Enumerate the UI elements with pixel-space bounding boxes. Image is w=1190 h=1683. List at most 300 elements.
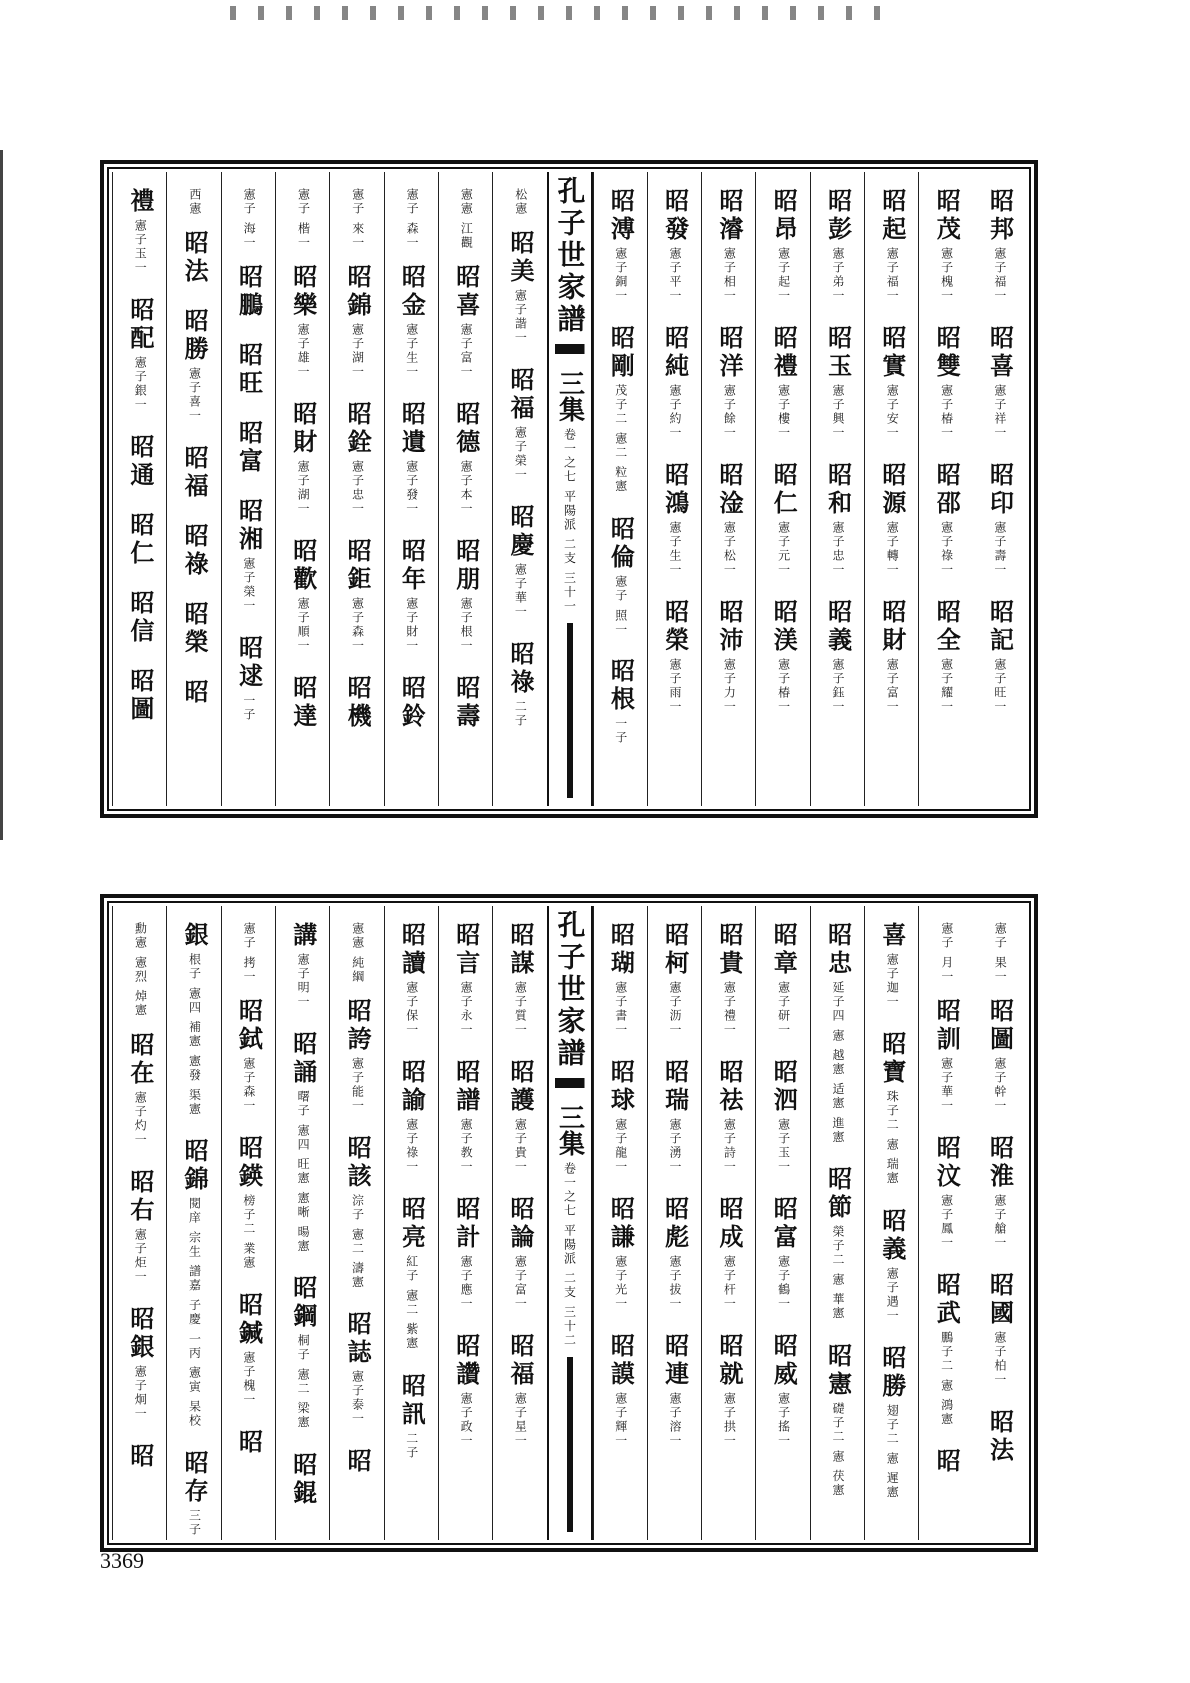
genealogy-entry: [716, 1333, 742, 1448]
genealogy-entry: [234, 419, 264, 476]
genealogy-entry: [932, 325, 962, 440]
genealogy-column-left-7: [112, 906, 166, 1540]
column-note: 憲子 果一: [993, 922, 1008, 984]
person-name: 昭美: [506, 230, 536, 286]
person-name: 昭泗: [769, 1059, 799, 1115]
person-name: 昭源: [877, 462, 907, 518]
genealogy-entry: [180, 1138, 210, 1429]
person-name: 昭言: [451, 922, 481, 978]
genealogy-entry: [343, 997, 373, 1113]
relation-note: 憲子福一: [992, 247, 1007, 303]
section-label: 卷一之七 平陽派 二支 三十二: [562, 1162, 577, 1348]
section-label: 卷一之七 平陽派 二支 三十一: [562, 428, 577, 614]
person-name: 昭逑: [234, 634, 264, 691]
person-name: 昭就: [714, 1333, 744, 1389]
relation-note: 憲子忠一: [830, 521, 845, 577]
person-name: 昭存: [180, 1450, 210, 1507]
column-note: 西憲: [187, 188, 202, 216]
person-name: 昭鋼: [288, 1275, 318, 1332]
genealogy-entry: [288, 1451, 318, 1508]
person-name: 昭仁: [769, 462, 799, 518]
person-name: 昭瑞: [660, 1059, 690, 1115]
relation-note: 憲子湖一: [296, 459, 311, 516]
relation-note: 憲子湖一: [350, 322, 365, 379]
genealogy-column-right-3: [810, 906, 864, 1540]
genealogy-entry: [234, 1428, 264, 1457]
genealogy-entry: [606, 658, 636, 746]
genealogy-entry: [397, 537, 427, 653]
person-name: 昭誌: [343, 1311, 373, 1368]
page-number: 3369: [100, 1548, 144, 1573]
relation-note: 憲子發一: [404, 459, 419, 516]
genealogy-entry: [125, 590, 155, 646]
person-name: 昭配: [125, 297, 155, 353]
genealogy-entry: [879, 1208, 905, 1323]
genealogy-entry: [769, 1059, 799, 1174]
columns-top: [112, 172, 1026, 806]
person-name: 昭成: [714, 1196, 744, 1252]
relation-note: 憲子榮一: [241, 556, 256, 613]
person-name: 昭銀: [125, 1305, 155, 1362]
relation-note: 一子: [613, 717, 628, 746]
person-name: 昭汶: [932, 1134, 962, 1191]
relation-note: 憲子教一: [459, 1118, 474, 1174]
genealogy-entry: [823, 462, 853, 577]
person-name: 昭貴: [714, 922, 744, 978]
relation-note: 憲子雨一: [668, 658, 683, 714]
relation-note: 憲子諧一: [513, 289, 528, 345]
relation-note: 憲子銅一: [613, 247, 628, 303]
book-title: 孔子世家譜: [553, 910, 587, 1070]
relation-note: 憲子華一: [939, 1056, 954, 1113]
genealogy-entry: [606, 188, 636, 303]
relation-note: 憲子元一: [776, 521, 791, 577]
genealogy-entry: [180, 523, 210, 579]
genealogy-entry: [451, 922, 481, 1037]
genealogy-entry: [660, 1196, 690, 1311]
genealogy-column-left-5: [221, 906, 275, 1540]
genealogy-column-right-7: [593, 172, 647, 806]
relation-note: 憲子應一: [459, 1255, 474, 1311]
genealogy-entry: [823, 1342, 853, 1498]
person-name: 昭勝: [180, 308, 210, 364]
person-name: 昭財: [877, 599, 907, 655]
genealogy-entry: [606, 922, 636, 1037]
relation-note: 淙子 憲二 濤憲: [350, 1193, 365, 1290]
person-name: 昭鍈: [234, 1134, 264, 1191]
person-name: 昭起: [877, 188, 907, 244]
genealogy-entry: [343, 537, 373, 653]
genealogy-entry: [985, 599, 1015, 714]
relation-note: 憲子喜一: [187, 367, 202, 423]
person-name: 昭喜: [451, 263, 481, 320]
relation-note: 憲子艙一: [992, 1193, 1007, 1250]
person-name: 昭鍼: [234, 1291, 264, 1348]
relation-note: 憲子政一: [459, 1392, 474, 1448]
relation-note: 憲子槐一: [939, 247, 954, 303]
relation-note: 憲子研一: [776, 981, 791, 1037]
genealogy-entry: [397, 263, 427, 379]
person-name: 昭球: [606, 1059, 636, 1115]
genealogy-entry: [451, 263, 481, 379]
relation-note: 憲子餘一: [722, 384, 737, 440]
genealogy-entry: [606, 1196, 636, 1311]
person-name: 昭節: [823, 1166, 853, 1223]
person-name: 昭通: [125, 434, 155, 490]
genealogy-column-left-6: [166, 172, 220, 806]
person-name: 昭讀: [397, 922, 427, 978]
person-name: 昭淮: [985, 1134, 1015, 1191]
person-name: 昭彭: [823, 188, 853, 244]
person-name: 昭該: [343, 1134, 373, 1191]
relation-note: 榜子二 業憲: [241, 1193, 256, 1270]
relation-note: 憲子 照一: [613, 574, 628, 637]
relation-note: 憲子保一: [404, 981, 419, 1037]
genealogy-column-right-5: [701, 172, 755, 806]
relation-note: 礎子二 憲 茯憲: [830, 1401, 845, 1498]
genealogy-entry: [234, 263, 264, 320]
genealogy-entry: [343, 674, 373, 731]
relation-note: 憲子玉一: [776, 1118, 791, 1174]
relation-note: 憲子生一: [668, 521, 683, 577]
genealogy-entry: [769, 922, 799, 1037]
relation-note: 憲子貴一: [513, 1118, 528, 1174]
genealogy-entry: [932, 188, 962, 303]
relation-note: 紅子 憲二 紫憲: [404, 1255, 419, 1351]
genealogy-entry: [506, 1333, 536, 1448]
genealogy-entry: [506, 1196, 536, 1311]
relation-note: 茂子二 憲二 粒憲: [613, 384, 628, 494]
genealogy-entry: [716, 462, 742, 577]
relation-note: 憲子富一: [459, 322, 474, 379]
person-name: 喜: [877, 922, 907, 950]
relation-note: 憲子約一: [668, 384, 683, 440]
genealogy-column-right-4: [755, 172, 809, 806]
person-name: 昭溥: [606, 188, 636, 244]
genealogy-entry: [506, 504, 536, 619]
genealogy-entry: [985, 188, 1015, 303]
relation-note: 憲子泰一: [350, 1370, 365, 1427]
genealogy-entry: [125, 1305, 155, 1421]
relation-note: 珠子二 憲 瑞憲: [885, 1090, 900, 1186]
relation-note: 憲子椿一: [939, 384, 954, 440]
genealogy-column-right-0: [973, 172, 1026, 806]
genealogy-entry: [125, 512, 155, 568]
genealogy-entry: [125, 668, 155, 724]
relation-note: 憲子柏一: [992, 1330, 1007, 1387]
person-name: 昭讚: [451, 1333, 481, 1389]
person-name: 昭圖: [985, 997, 1015, 1054]
person-name: 昭福: [506, 1333, 536, 1389]
relation-note: 憲子能一: [350, 1056, 365, 1113]
relation-note: 憲子榮一: [513, 426, 528, 482]
relation-note: 延子四 憲 越憲 适憲 進憲: [830, 981, 845, 1145]
person-name: 昭鴻: [660, 462, 690, 518]
genealogy-panel-top: [100, 160, 1038, 818]
person-name: 昭福: [506, 367, 536, 423]
genealogy-entry: [985, 462, 1015, 577]
relation-note: 憲子光一: [613, 1255, 628, 1311]
relation-note: 憲子森一: [350, 596, 365, 653]
genealogy-entry: [879, 188, 905, 303]
genealogy-entry: [985, 1271, 1015, 1387]
relation-note: 憲子玉一: [133, 219, 148, 275]
genealogy-entry: [180, 230, 210, 286]
person-name: 昭達: [288, 674, 318, 731]
genealogy-column-left-0: [492, 172, 546, 806]
genealogy-entry: [451, 537, 481, 653]
genealogy-entry: [234, 1291, 264, 1407]
relation-note: 憲子銀一: [133, 356, 148, 412]
genealogy-column-left-1: [438, 906, 492, 1540]
person-name: 昭錦: [343, 263, 373, 320]
scan-artifact-top: [230, 6, 900, 20]
relation-note: 憲子鳳一: [939, 1193, 954, 1250]
person-name: 昭剛: [606, 325, 636, 381]
person-name: 昭和: [823, 462, 853, 518]
relation-note: 閱庠 宗生 譜嘉 子慶 一丙 憲寅 杲校: [187, 1197, 202, 1429]
genealogy-entry: [660, 1059, 690, 1174]
genealogy-entry: [125, 1031, 155, 1147]
genealogy-entry: [506, 367, 536, 482]
genealogy-column-right-2: [864, 906, 918, 1540]
genealogy-entry: [397, 674, 427, 731]
person-name: 昭誦: [288, 1031, 318, 1087]
relation-note: 憲子平一: [668, 247, 683, 303]
relation-note: 憲子雄一: [296, 322, 311, 379]
person-name: 昭機: [343, 674, 373, 731]
person-name: 昭訊: [397, 1372, 427, 1429]
relation-note: 鵬子二 憲 鴻憲: [939, 1330, 954, 1427]
relation-note: 三子: [187, 1509, 202, 1538]
genealogy-entry: [288, 1275, 318, 1430]
person-name: 昭邵: [932, 462, 962, 518]
genealogy-column-left-5: [221, 172, 275, 806]
genealogy-column-right-1: [918, 906, 972, 1540]
genealogy-column-left-7: [112, 172, 166, 806]
genealogy-column-left-3: [329, 172, 383, 806]
genealogy-column-right-6: [647, 906, 701, 1540]
genealogy-entry: [125, 188, 155, 275]
column-note: 松憲: [513, 188, 528, 216]
relation-note: 憲子明一: [296, 953, 311, 1009]
person-name: 昭計: [451, 1196, 481, 1252]
genealogy-entry: [506, 922, 536, 1037]
genealogy-entry: [769, 188, 799, 303]
person-name: 昭榮: [660, 599, 690, 655]
person-name: 昭財: [288, 400, 318, 457]
person-name: 昭諭: [397, 1059, 427, 1115]
genealogy-entry: [451, 1059, 481, 1174]
column-note: 憲子 拷一: [242, 922, 257, 984]
relation-note: 憲子富一: [513, 1255, 528, 1311]
column-note: 勳憲 憲烈 焯憲: [133, 922, 148, 1018]
genealogy-entry: [985, 997, 1015, 1113]
genealogy-entry: [769, 462, 799, 577]
relation-note: 憲子書一: [613, 981, 628, 1037]
person-name: 昭仁: [125, 512, 155, 568]
relation-note: 憲子炬一: [133, 1227, 148, 1284]
person-name: 昭祛: [714, 1059, 744, 1115]
relation-note: 根子 憲四 補憲 憲發 渠憲: [187, 953, 202, 1117]
person-name: 昭福: [180, 445, 210, 501]
person-name: 昭: [125, 1442, 155, 1471]
person-name: 昭: [234, 1428, 264, 1457]
person-name: 昭章: [769, 922, 799, 978]
person-name: 昭論: [506, 1196, 536, 1252]
genealogy-entry: [125, 1442, 155, 1471]
person-name: 昭壽: [451, 674, 481, 731]
person-name: 昭湘: [234, 497, 264, 554]
relation-note: 憲子沥一: [668, 981, 683, 1037]
person-name: 昭義: [877, 1207, 907, 1264]
person-name: 昭發: [660, 188, 690, 244]
genealogy-entry: [932, 599, 962, 714]
person-name: 昭鉽: [234, 997, 264, 1054]
relation-note: 憲子祿一: [939, 521, 954, 577]
genealogy-column-left-0: [492, 906, 546, 1540]
genealogy-entry: [234, 341, 264, 398]
genealogy-entry: [234, 997, 264, 1113]
genealogy-entry: [769, 1333, 799, 1448]
person-name: 昭國: [985, 1271, 1015, 1328]
person-name: 昭訓: [932, 997, 962, 1054]
genealogy-column-left-2: [384, 906, 438, 1540]
genealogy-entry: [180, 445, 210, 501]
genealogy-entry: [234, 634, 264, 722]
relation-note: 憲子忠一: [350, 459, 365, 516]
relation-note: 憲子富一: [885, 658, 900, 714]
relation-note: 憲子拱一: [722, 1392, 737, 1448]
person-name: 昭武: [932, 1271, 962, 1328]
genealogy-entry: [823, 1166, 853, 1321]
genealogy-entry: [506, 641, 536, 728]
genealogy-entry: [716, 922, 742, 1037]
relation-note: 憲子祿一: [404, 1118, 419, 1174]
relation-note: 憲子起一: [776, 247, 791, 303]
genealogy-entry: [288, 674, 318, 731]
relation-note: 憲子椿一: [776, 658, 791, 714]
genealogy-entry: [769, 325, 799, 440]
relation-note: 憲子弟一: [830, 247, 845, 303]
volume-label: 三集: [554, 370, 585, 422]
center-bar: [567, 623, 573, 798]
person-name: 昭倫: [606, 515, 636, 572]
relation-note: 憲子鈺一: [830, 658, 845, 714]
volume-label: 三集: [554, 1104, 585, 1156]
genealogy-entry: [823, 922, 853, 1145]
person-name: 昭渼: [769, 599, 799, 655]
person-name: 昭洋: [714, 325, 744, 381]
person-name: 昭右: [125, 1168, 155, 1225]
person-name: 昭年: [397, 537, 427, 594]
relation-note: 榮子二 憲 華憲: [830, 1225, 845, 1321]
relation-note: 憲子安一: [885, 384, 900, 440]
relation-note: 憲子壽一: [992, 521, 1007, 577]
genealogy-panel-bottom: [100, 894, 1038, 1552]
genealogy-column-right-6: [647, 172, 701, 806]
person-name: 昭連: [660, 1333, 690, 1389]
person-name: 昭富: [234, 419, 264, 476]
person-name: 禮: [125, 188, 155, 216]
scan-edge-left: [0, 150, 3, 840]
person-name: 昭遺: [397, 400, 427, 457]
relation-note: 憲子根一: [459, 596, 474, 653]
person-name: 昭雙: [932, 325, 962, 381]
genealogy-column-left-3: [329, 906, 383, 1540]
genealogy-entry: [180, 1450, 210, 1538]
relation-note: 憲子力一: [722, 658, 737, 714]
person-name: 昭忠: [823, 922, 853, 978]
genealogy-entry: [451, 1333, 481, 1448]
person-name: 昭實: [877, 325, 907, 381]
relation-note: 一子: [241, 693, 256, 722]
genealogy-entry: [125, 297, 155, 412]
person-name: 昭富: [769, 1196, 799, 1252]
person-name: 昭德: [451, 400, 481, 457]
person-name: 昭邦: [985, 188, 1015, 244]
columns-bottom: [112, 906, 1026, 1540]
center-title-strip: [547, 172, 593, 806]
genealogy-entry: [180, 308, 210, 423]
genealogy-entry: [660, 462, 690, 577]
genealogy-entry: [343, 400, 373, 516]
genealogy-entry: [125, 434, 155, 490]
genealogy-entry: [985, 1408, 1015, 1465]
person-name: 昭法: [985, 1408, 1015, 1465]
relation-note: 憲子遇一: [885, 1266, 900, 1323]
column-note: 憲子 森一: [405, 188, 420, 250]
genealogy-entry: [985, 1134, 1015, 1250]
person-name: 昭淦: [714, 462, 744, 518]
column-note: 憲子 海一: [242, 188, 257, 250]
person-name: 昭沛: [714, 599, 744, 655]
relation-note: 憲子轉一: [885, 521, 900, 577]
relation-note: 憲子詩一: [722, 1118, 737, 1174]
person-name: 昭鉅: [343, 537, 373, 594]
person-name: 昭誇: [343, 997, 373, 1054]
genealogy-entry: [451, 674, 481, 731]
genealogy-entry: [397, 1196, 427, 1351]
relation-note: 憲子樓一: [776, 384, 791, 440]
relation-note: 憲子星一: [513, 1392, 528, 1448]
person-name: 昭譜: [451, 1059, 481, 1115]
genealogy-column-right-0: [973, 906, 1026, 1540]
genealogy-column-left-4: [275, 172, 329, 806]
person-name: 昭義: [823, 599, 853, 655]
genealogy-entry: [606, 1059, 636, 1174]
genealogy-entry: [932, 1134, 962, 1250]
person-name: 昭歡: [288, 537, 318, 594]
relation-note: 曙子 憲四 旺憲 憲晰 暘憲: [296, 1090, 311, 1254]
person-name: 昭昂: [769, 188, 799, 244]
genealogy-entry: [823, 599, 853, 714]
person-name: 昭旺: [234, 341, 264, 398]
relation-note: 憲子祥一: [992, 384, 1007, 440]
genealogy-entry: [769, 1196, 799, 1311]
genealogy-entry: [397, 1372, 427, 1460]
genealogy-entry: [660, 325, 690, 440]
person-name: 昭純: [660, 325, 690, 381]
person-name: 講: [288, 922, 318, 950]
center-title-strip: [547, 906, 593, 1540]
person-name: 昭樂: [288, 263, 318, 320]
genealogy-entry: [716, 325, 742, 440]
person-name: 昭憲: [823, 1342, 853, 1399]
genealogy-entry: [769, 599, 799, 714]
genealogy-entry: [288, 537, 318, 653]
person-name: 昭信: [125, 590, 155, 646]
